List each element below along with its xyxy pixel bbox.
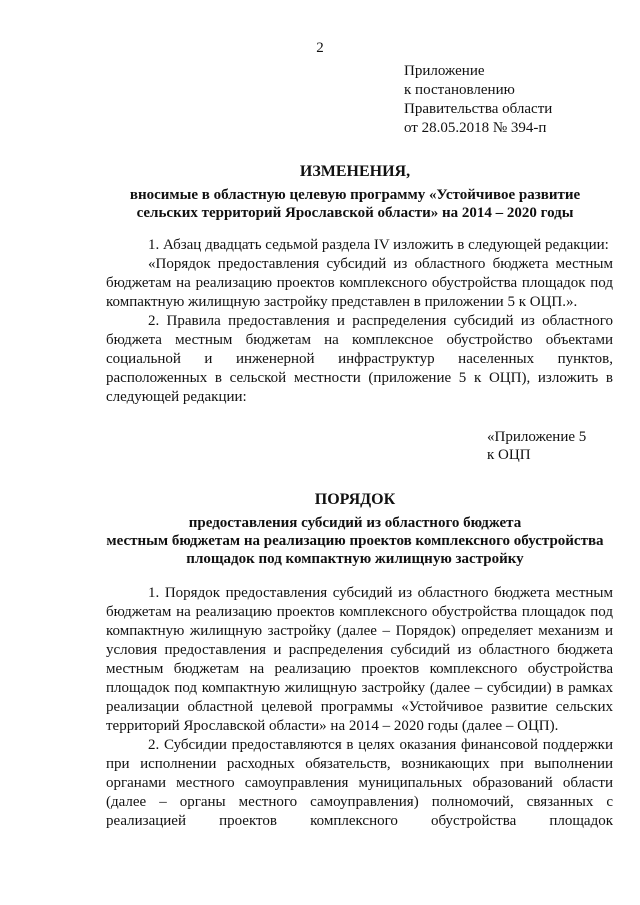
section-changes-body [106,236,613,407]
attachment-line: от 28.05.2018 № 394-п [404,120,547,136]
paragraph: 2. Субсидии предоставляются в целях оказания финансовой поддержки при исполнении расходных обязательств, возникающих при выполнении органами местного самоуправления муниципальных образований области (далее – органы местного самоуправления) полномочий, связанных с реализацией проектов комплексного обустройства площадок [106,737,613,829]
order-heading: ПОРЯДОК [314,491,396,508]
changes-subtitle-line: сельских территорий Ярославской области» на 2014 – 2020 годы [136,205,574,221]
appendix-note-line: «Приложение 5 [487,429,587,445]
page-number: 2 [316,40,324,56]
changes-heading: ИЗМЕНЕНИЯ, [299,163,411,180]
paragraph: 2. Правила предоставления и распределения субсидий из областного бюджета местным бюджетам на комплексное обустройство объектами социальной и инженерной инфраструктур населенных пунктов, расположенных в сельской местности (приложение 5 к ОЦП), изложить в следующей редакции: [106,313,613,405]
attachment-header [404,62,552,138]
paragraph: «Порядок предоставления субсидий из областного бюджета местным бюджетам на реализацию проектов комплексного обустройства площадок под компактную жилищную застройку представлен в приложении 5 к ОЦП.». [106,256,613,310]
appendix-note [487,428,586,464]
order-subtitle-line: площадок под компактную жилищную застройку [186,551,524,567]
paragraph: 1. Абзац двадцать седьмой раздела IV изложить в следующей редакции: [148,237,609,253]
order-subtitle-line: предоставления субсидий из областного бюджета [188,515,522,531]
attachment-line: к постановлению [404,82,515,98]
changes-title [95,163,615,222]
attachment-line: Правительства области [404,101,553,117]
appendix-note-line: к ОЦП [487,447,531,463]
section-order-body [106,584,613,831]
attachment-line: Приложение [404,63,485,79]
order-subtitle-line: местным бюджетам на реализацию проектов комплексного обустройства [106,533,604,549]
paragraph: 1. Порядок предоставления субсидий из областного бюджета местным бюджетам на реализацию проектов комплексного обустройства площадок под компактную жилищную застройку (далее – Порядок) определяет механизм и условия предоставления и распределения субсидий из областного бюджета местным бюджетам на реализацию проектов комплексного обустройства площадок под компактную жилищную застройку (далее – субсидии) в рамках реализации областной целевой программы «Устойчивое развитие сельских территорий Ярославской области» на 2014 – 2020 годы (далее – ОЦП). [106,585,613,734]
order-title [95,491,615,568]
changes-subtitle-line: вносимые в областную целевую программу «Устойчивое развитие [129,187,581,203]
